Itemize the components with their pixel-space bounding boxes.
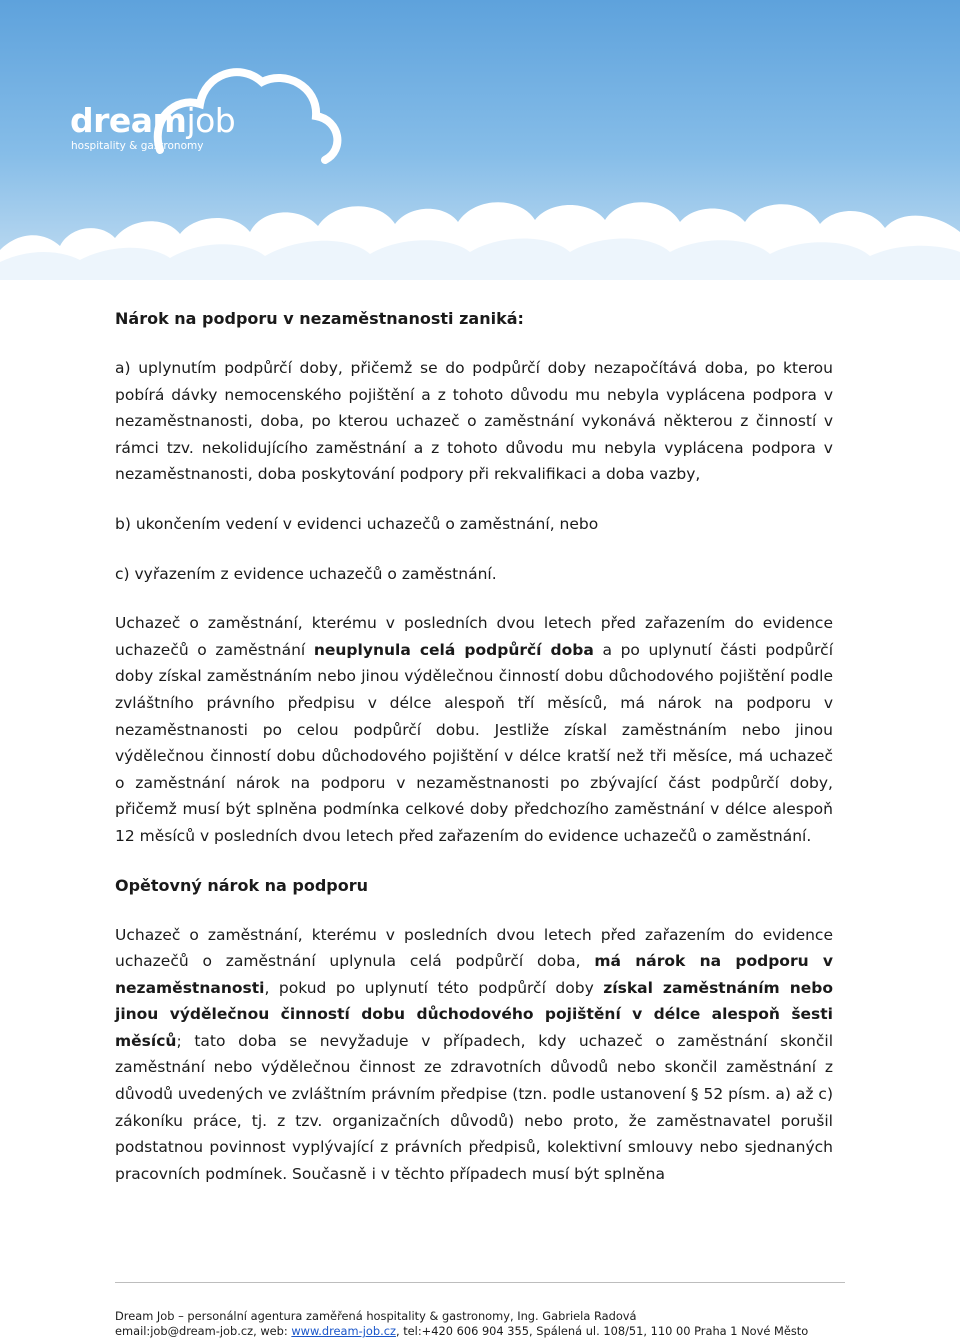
- paragraph-renewed-claim: Uchazeč o zaměstnání, kterému v posledních dvou letech před zařazením do evidence uchazečů o zaměstnání uplynula celá podpůrčí doba, má nárok na podporu v nezaměstnanosti, pokud po uplynutí této podpůrčí doby získal zaměstnáním nebo jinou výdělečnou činností dobu důchodového pojištění v délce alespoň šesti měsíců; tato doba se nevyžaduje v případech, kdy uchazeč o zaměstnání skončil zaměstnání nebo výdělečnou činnost ze zdravotních důvodů nebo skončil zaměstnání z důvodů uvedených ve zvláštním právním předpise (tzn. podle ustanovení § 52 písm. a) až c) zákoníku práce, tj. z tzv. organizačních důvodů) nebo proto, že zaměstnavatel porušil podstatnou povinnost vyplývající z právních předpisů, kolektivní smlouvy nebo sjednaných pracovních podmínek. Současně i v těchto případech musí být splněna: [115, 925, 833, 1183]
- document-body: [115, 306, 833, 1187]
- footer-company-line: Dream Job – personální agentura zaměřená hospitality & gastronomy, Ing. Gabriela Radová: [115, 1309, 637, 1323]
- logo-wordmark: dreamjob: [70, 101, 236, 140]
- section-title-termination: Nárok na podporu v nezaměstnanosti zaniká:: [115, 309, 524, 328]
- paragraph-item-b: b) ukončením vedení v evidenci uchazečů o zaměstnání, nebo: [115, 514, 599, 533]
- header-banner: [0, 0, 960, 280]
- logo[interactable]: [70, 103, 235, 153]
- logo-tagline: hospitality & gastronomy: [71, 140, 204, 152]
- footer-contact-line: email:job@dream-job.cz, web: www.dream-job.cz, tel:+420 606 904 355, Spálená ul. 108/51, 110 00 Praha 1 Nové Město: [115, 1324, 809, 1338]
- footer-web-link[interactable]: www.dream-job.cz: [291, 1324, 396, 1338]
- paragraph-partial-period: Uchazeč o zaměstnání, kterému v posledních dvou letech před zařazením do evidence uchazečů o zaměstnání neuplynula celá podpůrčí doba a po uplynutí části podpůrčí doby získal zaměstnáním nebo jinou výdělečnou činností dobu důchodového pojištění podle zvláštního právního předpisu v délce alespoň tří měsíců, má nárok na podporu v nezaměstnanosti po celou podpůrčí dobu. Jestliže získal zaměstnáním nebo jinou výdělečnou činností dobu důchodového pojištění v délce kratší než tři měsíce, má uchazeč o zaměstnání nárok na podporu v nezaměstnanosti po zbývající část podpůrčí doby, přičemž musí být splněna podmínka celkové doby předchozího zaměstnání v délce alespoň 12 měsíců v posledních dvou letech před zařazením do evidence uchazečů o zaměstnání.: [115, 614, 834, 845]
- paragraph-item-a: a) uplynutím podpůrčí doby, přičemž se do podpůrčí doby nezapočítává doba, po kterou pobírá dávky nemocenského pojištění a z tohoto důvodu mu nebyla vyplácena podpora v nezaměstnanosti, doba, po kterou uchazeč o zaměstnání vykonává některou z činností v rámci tzv. nekolidujícího zaměstnání a z tohoto důvodu mu nebyla vyplácena podpora v nezaměstnanosti, doba poskytování podpory při rekvalifikaci a doba vazby,: [115, 359, 833, 484]
- paragraph-item-c: c) vyřazením z evidence uchazečů o zaměstnání.: [115, 564, 497, 583]
- section-title-renewed-claim: Opětovný nárok na podporu: [115, 875, 369, 895]
- page-footer: [115, 1282, 845, 1339]
